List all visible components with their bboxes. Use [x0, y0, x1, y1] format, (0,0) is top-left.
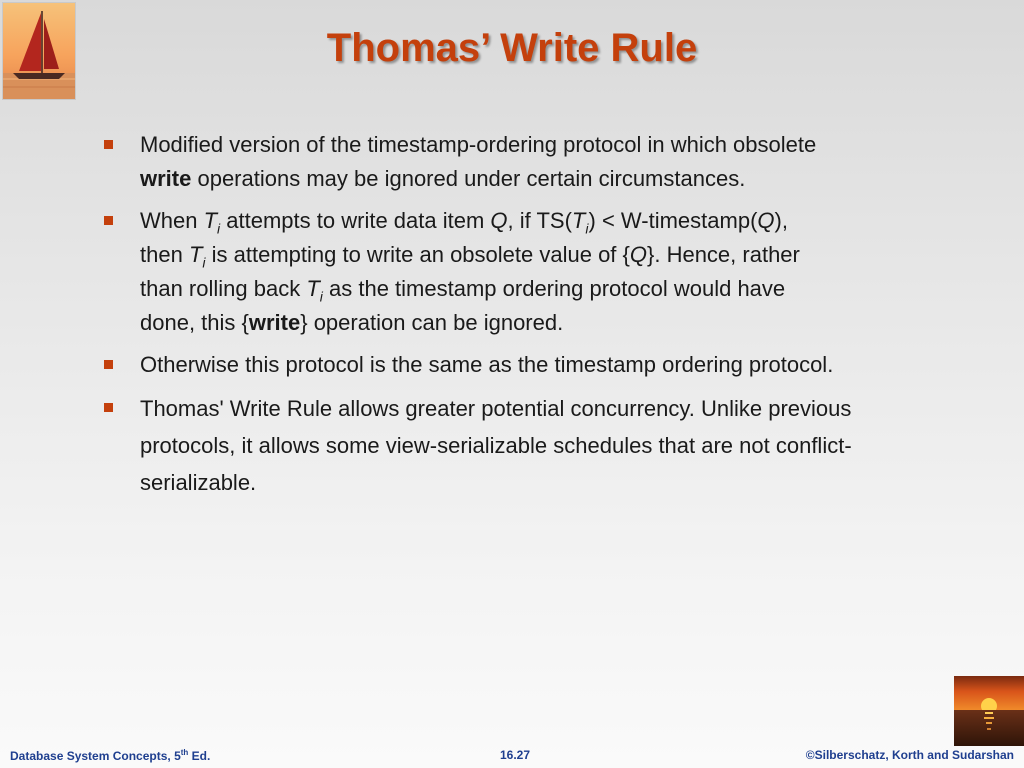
slide-title: Thomas’ Write Rule: [326, 26, 698, 70]
sunset-icon: [954, 676, 1024, 746]
bullet-list: [100, 128, 950, 509]
footer-slide-number: 16.27: [500, 748, 531, 762]
footer-book-title: Database System Concepts, 5th Ed.: [10, 748, 211, 763]
square-bullet-icon: [104, 216, 113, 225]
bullet-item-otherwise: Otherwise this protocol is the same as the timestamp ordering protocol.: [100, 348, 950, 382]
slide-footer: [0, 744, 1024, 768]
footer-copyright: ©Silberschatz, Korth and Sudarshan: [805, 748, 1014, 762]
square-bullet-icon: [104, 140, 113, 149]
bullet-item-concurrency: Thomas' Write Rule allows greater potential concurrency. Unlike previous protocols, it allows some view-serializable schedules that are not conflict-serializable.: [100, 390, 950, 501]
bullet-item-when-ti: When $T_i$ attempts to write data item Q, if $TS(T_i)$ < W-timestamp(Q), then $T_i$ is attempting to write an obsolete value of {Q}. Hence, rather than rolling back $T_i$ as the timestamp ordering protocol would have done, this {write} operation can be ignored.: [100, 204, 950, 340]
square-bullet-icon: [104, 360, 113, 369]
square-bullet-icon: [104, 403, 113, 412]
bullet-item-obsolete-write: Modified version of the timestamp-ordering protocol in which obsolete write operations may be ignored under certain circumstances.: [100, 128, 950, 196]
